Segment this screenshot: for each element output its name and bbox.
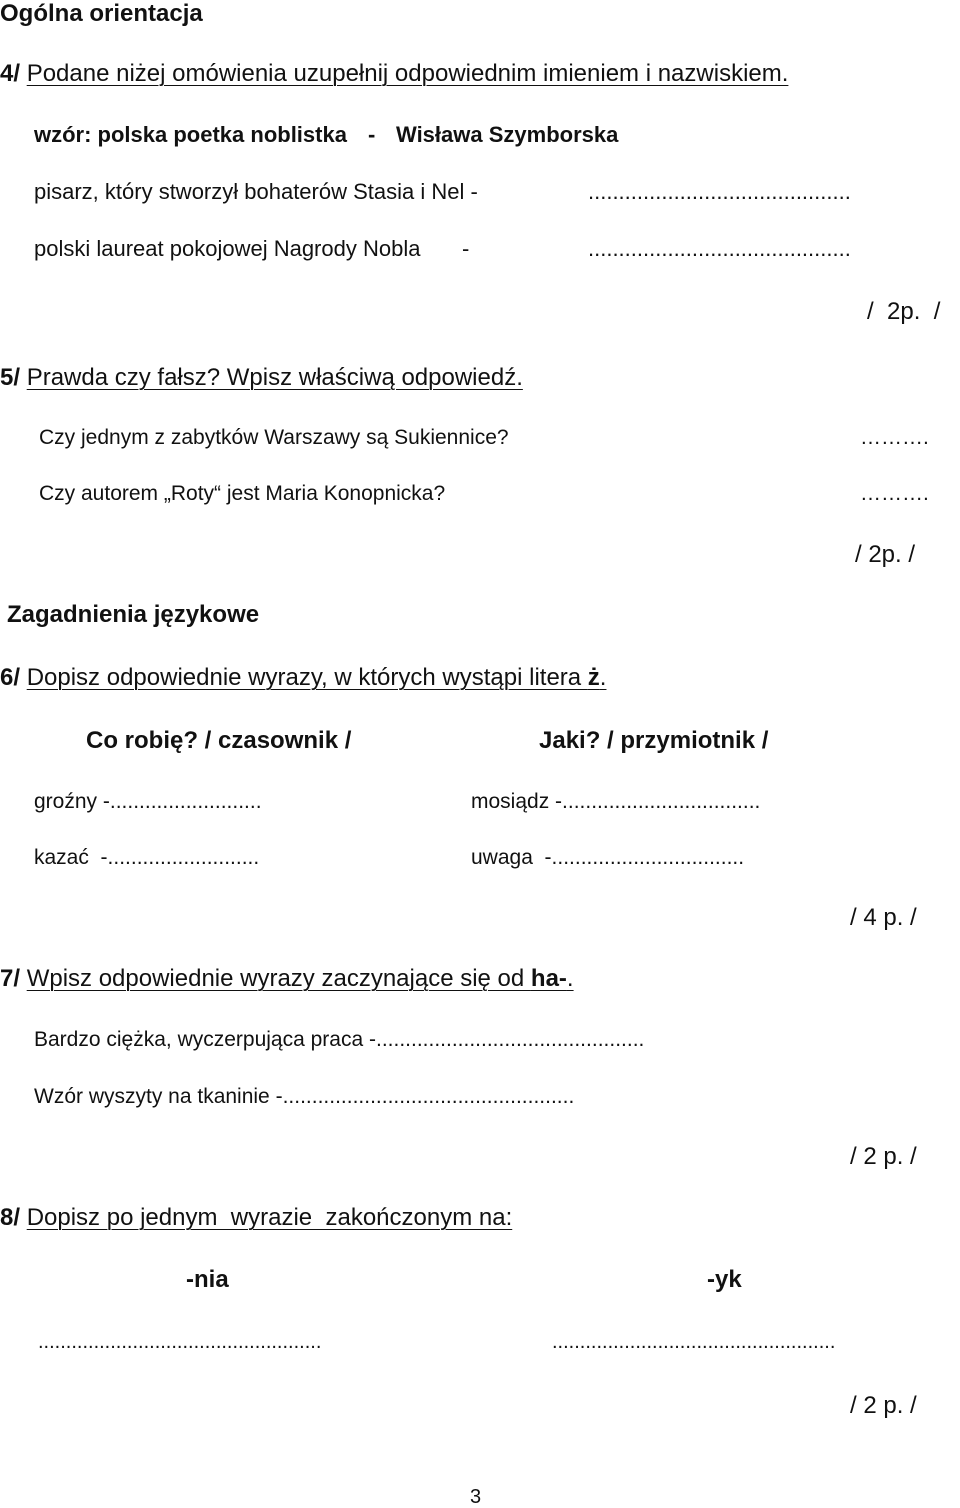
question-7-number: 7/ <box>0 965 21 992</box>
q6-col2-item-2[interactable]: uwaga -................................. <box>471 846 745 869</box>
q4-item-1-prompt: pisarz, który stworzył bohaterów Stasia i Nel - <box>34 179 478 204</box>
q7-points: / 2 p. / <box>850 1143 917 1170</box>
q7-item-1[interactable]: Bardzo ciężka, wyczerpująca praca -.............................................. <box>34 1028 645 1051</box>
question-4-instruction: Podane niżej omówienia uzupełnij odpowiednim imieniem i nazwiskiem. <box>26 60 789 87</box>
q4-example-dash: - <box>368 122 376 147</box>
q4-example-prompt: wzór: polska poetka noblistka <box>34 122 347 147</box>
q6-points: / 4 p. / <box>850 904 917 931</box>
q4-item-2-answer-blank[interactable]: ........................................... <box>588 236 851 261</box>
question-7-instruction <box>27 965 574 992</box>
section-title-general: Ogólna orientacja <box>0 0 203 27</box>
question-8-number: 8/ <box>0 1204 21 1231</box>
question-4-heading <box>0 62 788 86</box>
question-8-instruction: Dopisz po jednym wyrazie zakończonym na: <box>26 1204 513 1231</box>
question-6-heading <box>0 666 606 690</box>
q6-col1-item-2[interactable]: kazać -.......................... <box>34 846 260 869</box>
q6-col1-item-1[interactable]: groźny -.......................... <box>34 790 262 813</box>
q8-suffix-2: -yk <box>707 1266 742 1293</box>
q5-item-2-question: Czy autorem „Roty“ jest Maria Konopnicka? <box>39 482 446 505</box>
q6-col2-item-1[interactable]: mosiądz -.................................. <box>471 790 761 813</box>
question-6-number: 6/ <box>0 664 21 691</box>
q6-instruction-period: . <box>599 664 607 691</box>
q7-instruction-prefix: ha- <box>530 965 567 992</box>
q4-item-1-answer-blank[interactable]: ........................................... <box>588 179 851 204</box>
question-5-heading <box>0 366 523 390</box>
question-7-heading <box>0 967 574 991</box>
question-6-instruction <box>27 664 607 691</box>
q7-instruction-text: Wpisz odpowiednie wyrazy zaczynające się od <box>26 965 531 992</box>
q6-instruction-text: Dopisz odpowiednie wyrazy, w których wystąpi litera <box>26 664 588 691</box>
q4-points: / 2p. / <box>867 298 941 325</box>
q7-item-2[interactable]: Wzór wyszyty na tkaninie -.................................................. <box>34 1085 575 1108</box>
q4-example-answer: Wisława Szymborska <box>396 122 619 147</box>
q8-answer-1-blank[interactable]: ................................................... <box>38 1331 322 1353</box>
question-5-number: 5/ <box>0 364 21 391</box>
q8-suffix-1: -nia <box>186 1266 229 1293</box>
q6-col2-header: Jaki? / przymiotnik / <box>539 727 769 754</box>
q5-item-1-question: Czy jednym z zabytków Warszawy są Sukiennice? <box>39 426 509 449</box>
section-title-language: Zagadnienia językowe <box>7 601 260 628</box>
page-number: 3 <box>470 1486 482 1508</box>
q4-item-2-prompt: polski laureat pokojowej Nagrody Nobla <box>34 236 421 261</box>
q5-item-2-answer-blank[interactable]: ………. <box>860 482 929 505</box>
q8-answer-2-blank[interactable]: ................................................... <box>552 1331 836 1353</box>
q6-col1-header: Co robię? / czasownik / <box>86 727 352 754</box>
question-8-heading <box>0 1206 512 1230</box>
q4-item-2-dash: - <box>462 236 470 261</box>
q7-instruction-period: . <box>566 965 574 992</box>
question-5-instruction: Prawda czy fałsz? Wpisz właściwą odpowiedź. <box>26 364 523 391</box>
q5-item-1-answer-blank[interactable]: ………. <box>860 426 929 449</box>
q8-points: / 2 p. / <box>850 1392 917 1419</box>
question-4-number: 4/ <box>0 60 21 87</box>
q5-points: / 2p. / <box>855 541 916 568</box>
q6-instruction-letter: ż <box>587 664 600 691</box>
